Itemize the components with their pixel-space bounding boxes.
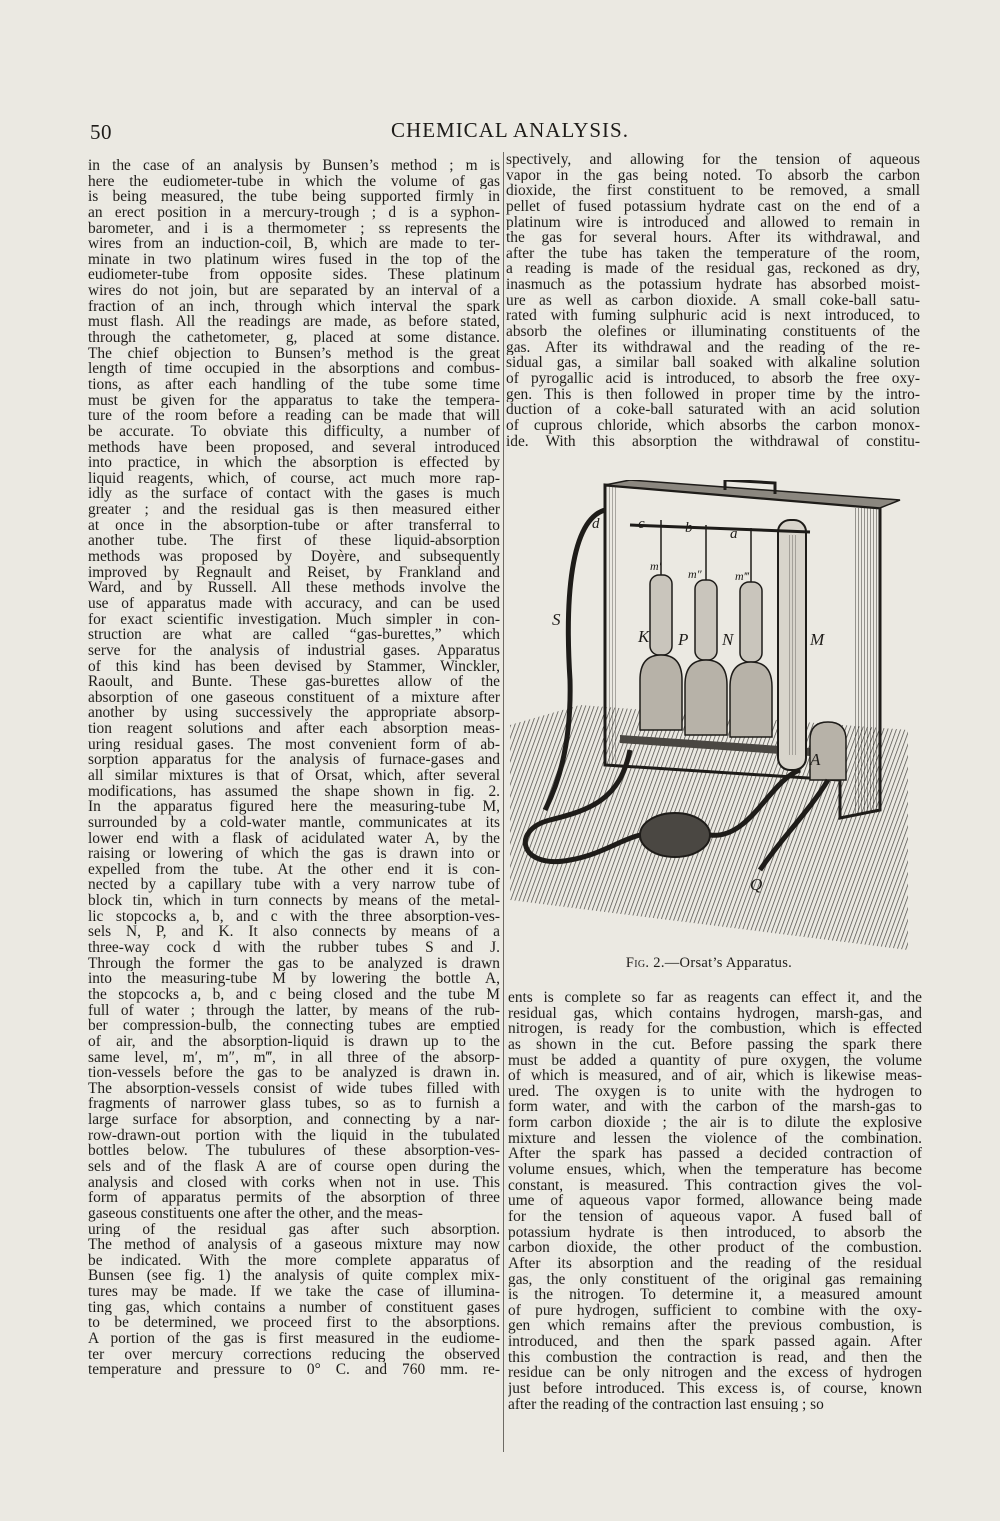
text-line: to be determined, we proceed first to the absorptions. (88, 1315, 500, 1332)
text-line: at once in the absorption-tube or after transferral to (88, 517, 500, 534)
text-line: of pyrogallic acid is introduced, to absorb the free oxy- (506, 370, 920, 387)
text-line: introduced, and then the spark passed again. After (508, 1334, 922, 1350)
text-line: row-drawn-out portion with the liquid in the tubulated (88, 1127, 500, 1144)
figure-label-N: N (722, 630, 734, 649)
figure-caption (510, 955, 908, 972)
text-line: rated with fuming sulphuric acid is next introduced, to (506, 308, 920, 325)
text-line: form of apparatus permits of the absorption of three (88, 1190, 500, 1206)
text-line: of which is measured, and of air, which is likewise meas- (508, 1068, 922, 1084)
text-line: tion-vessels before the gas to be analyzed is drawn in. (88, 1065, 500, 1081)
text-line: form carbon dioxide ; the air is to dilute the explosive (508, 1115, 922, 1131)
text-line: dioxide, the first constituent to be removed, a small (506, 183, 920, 199)
figure-label-K: K (638, 627, 650, 646)
orsat-apparatus-figure (510, 480, 908, 950)
text-line: into practice, in which the absorption is effected by (88, 455, 500, 471)
text-line: methods have been proposed, and several introduced (88, 439, 500, 456)
text-line: here the eudiometer-tube in which the volume of gas (88, 173, 500, 190)
text-line: A portion of the gas is first measured in the eudiome- (88, 1331, 500, 1347)
text-line: pellet of fused potassium hydrate cast on the end of a (506, 198, 920, 215)
text-line: be indicated. With the more complete apparatus of (88, 1252, 500, 1269)
text-line: the stopcocks a, b, and c being closed and the tube M (88, 986, 500, 1003)
text-line: eudiometer-tube from opposite sides. These platinum (88, 267, 500, 284)
text-line: constant, is measured. This contraction gives the vol- (508, 1177, 922, 1194)
orsat-apparatus-illustration (510, 480, 908, 950)
text-line: sidual gas, a similar ball soaked with alkaline solution (506, 355, 920, 371)
text-line: nected by a capillary tube with a very narrow tube of (88, 877, 500, 894)
text-line: into the measuring-tube M by lowering the bottle A, (88, 971, 500, 987)
figure-label-S: S (552, 610, 561, 629)
text-line: spectively, and allowing for the tension of aqueous (506, 152, 920, 168)
text-line: for exact scientific investigation. Much simpler in con- (88, 611, 500, 628)
text-line: greater ; and the residual gas is then measured either (88, 502, 500, 518)
text-line: liquid reagents, which, of course, act much more rap- (88, 470, 500, 487)
text-line: all similar mixtures is that of Orsat, which, after several (88, 767, 500, 784)
text-line: this combustion the contraction is read, and then the (508, 1349, 922, 1366)
figure-label-b: b (685, 520, 693, 536)
text-line: another by using successively the appropriate absorp- (88, 705, 500, 722)
text-line: form water, and with the carbon of the marsh-gas to (508, 1099, 922, 1116)
text-line: sels N, P, and K. It also connects by means of a (88, 924, 500, 941)
text-line: of pure hydrogen, sufficient to combine with the oxy- (508, 1302, 922, 1319)
page-number: 50 (90, 120, 112, 144)
text-line: potassium hydrate is then introduced, to absorb the (508, 1224, 922, 1241)
text-line: tion reagent solutions and after each absorption meas- (88, 721, 500, 737)
text-line: serve for the analysis of industrial gases. Apparatus (88, 642, 500, 659)
figure-label-M: M (810, 630, 825, 649)
text-line: temperature and pressure to 0° C. and 760 mm. re- (88, 1362, 500, 1378)
text-line: three-way cock d with the rubber tubes S and J. (88, 940, 500, 956)
text-line: surrounded by a cold-water mantle, communicates at its (88, 814, 500, 831)
text-line: length of time occupied in the absorptions and combus- (88, 361, 500, 377)
text-line: wires do not join, but are separated by an interval of a (88, 283, 500, 299)
text-line: mixture and lessen the violence of the combination. (508, 1130, 922, 1147)
column-divider (503, 152, 504, 1452)
text-line: absorption of one gaseous constituent of a mixture after (88, 689, 500, 706)
figure-label-m1: m′ (650, 559, 662, 573)
text-line: gas, the only constituent of the original gas remaining (508, 1271, 922, 1288)
text-line: as shown in the cut. Before passing the spark there (508, 1036, 922, 1053)
text-line: expelled from the tube. At the other end it is con- (88, 861, 500, 878)
text-line: Ward, and by Russell. All these methods involve the (88, 580, 500, 596)
text-line: struction are what are called “gas-burettes,” which (88, 627, 500, 643)
figure-label-A: A (810, 750, 821, 769)
text-line: of this kind has been devised by Stammer, Winckler, (88, 658, 500, 675)
text-line: platinum wire is introduced and allowed to remain in (506, 214, 920, 231)
text-line: Bunsen (see fig. 1) the analysis of quite complex mix- (88, 1268, 500, 1285)
text-line: sorption apparatus for the analysis of furnace-gases and (88, 752, 500, 768)
text-line: The chief objection to Bunsen’s method is the great (88, 345, 500, 362)
text-line: raising or lowering of which the gas is drawn into or (88, 846, 500, 862)
text-line: large surface for absorption, and connecting by a nar- (88, 1112, 500, 1128)
text-line: Raoult, and Bunte. These gas-burettes allow of the (88, 674, 500, 690)
text-line: the gas for several hours. After its withdrawal, and (506, 230, 920, 246)
text-line: The absorption-vessels consist of wide tubes filled with (88, 1080, 500, 1097)
text-line: same level, m′, m″, m‴, in all three of the absorp- (88, 1049, 500, 1066)
text-line: minate in two platinum wires fused in the top of the (88, 251, 500, 268)
figure-label-m2: m″ (688, 567, 702, 581)
text-line: residue can be only nitrogen and the excess of hydrogen (508, 1365, 922, 1382)
figure-label-Q: Q (750, 875, 763, 894)
text-line: ents is complete so far as reagents can effect it, and the (508, 990, 922, 1006)
figure-label-P: P (678, 630, 689, 649)
text-line: an erect position in a mercury-trough ; d is a syphon- (88, 204, 500, 221)
text-line: Through the former the gas to be analyzed is drawn (88, 955, 500, 972)
text-line: The method of analysis of a gaseous mixture may now (88, 1237, 500, 1253)
text-line: analysis and closed with corks when not in use. This (88, 1174, 500, 1191)
text-line: gaseous constituents one after the other, and the meas- (88, 1205, 423, 1222)
text-line: gen which remains after the previous combustion, is (508, 1318, 922, 1335)
text-line: of cuprous chloride, which absorbs the carbon monox- (506, 417, 920, 434)
text-line: duction of a coke-ball saturated with an acid solution (506, 402, 920, 418)
text-line: After the spark has passed a decided contraction of (508, 1146, 922, 1163)
figure-caption-text: —Orsat’s Apparatus. (664, 955, 793, 971)
text-line: just before introduced. This excess is, of course, known (508, 1381, 922, 1397)
text-line: after the tube has taken the temperature of the room, (506, 245, 920, 262)
text-line: through the cathetometer, g, placed at some distance. (88, 330, 500, 346)
text-line: barometer, and i is a thermometer ; ss represents the (88, 220, 500, 237)
text-line: wires from an induction-coil, B, which are made to ter- (88, 236, 500, 252)
figure-label-a: a (730, 526, 738, 542)
text-line: is being measured, the tube being supported firmly in (88, 189, 500, 205)
text-line: block tin, which in turn connects by means of the metal- (88, 893, 500, 909)
text-line: nitrogen, is ready for the combustion, which is effected (508, 1021, 922, 1037)
right-column-bottom (508, 990, 922, 1412)
figure-label-d: d (592, 516, 600, 532)
text-line: ting gas, which contains a number of constituent gases (88, 1299, 500, 1316)
text-line: fraction of an inch, through which interval the spark (88, 298, 500, 315)
text-line: must be given for the apparatus to take the tempera- (88, 392, 500, 409)
right-column-top (506, 152, 920, 449)
text-line: inasmuch as the potassium hydrate has absorbed moist- (506, 277, 920, 293)
text-line: for the tension of aqueous vapor. A fused ball of (508, 1208, 922, 1225)
text-line: ber compression-bulb, the connecting tubes are emptied (88, 1018, 500, 1034)
text-line: must flash. All the readings are made, as before stated, (88, 314, 500, 331)
text-line: lower end with a flask of acidulated water A, by the (88, 830, 500, 847)
text-line: use of apparatus made with accuracy, and can be used (88, 595, 500, 612)
text-line: uring residual gases. The most convenient form of ab- (88, 736, 500, 753)
text-line: vapor in the gas being noted. To absorb the carbon (506, 167, 920, 184)
text-line: ume of aqueous vapor formed, allowance being made (508, 1193, 922, 1209)
text-line: bottles below. The tubulures of these absorption-ves- (88, 1143, 500, 1159)
figure-caption-prefix: Fig. 2. (625, 955, 665, 971)
text-line: is the nitrogen. To determine it, a measured amount (508, 1287, 922, 1303)
text-line: residual gas, which contains hydrogen, marsh-gas, and (508, 1005, 922, 1022)
text-line: tures may be made. If we take the case of illumina- (88, 1284, 500, 1300)
text-line: ure as well as carbon dioxide. A small coke-ball satu- (506, 292, 920, 309)
text-line: be accurate. To obviate this difficulty, a number of (88, 423, 500, 440)
text-line: fragments of narrower glass tubes, so as to furnish a (88, 1096, 500, 1113)
text-line: methods was proposed by Doyère, and subsequently (88, 549, 500, 565)
text-line: ture of the room before a reading can be made that will (88, 408, 500, 424)
text-line: in the case of an analysis by Bunsen’s method ; m is (88, 158, 500, 174)
text-line: After its absorption and the reading of the residual (508, 1255, 922, 1272)
figure-label-m3: m‴ (735, 569, 749, 583)
text-line: another tube. The first of these liquid-absorption (88, 533, 500, 550)
running-head: CHEMICAL ANALYSIS. (391, 118, 629, 142)
text-line: full of water ; through the latter, by means of the rub- (88, 1002, 500, 1019)
text-line: idly as the surface of contact with the gases is much (88, 486, 500, 503)
text-line: gen. This is then followed in proper time by the intro- (506, 386, 920, 403)
text-line: carbon dioxide, the other product of the combustion. (508, 1240, 922, 1256)
text-line: gas. After its withdrawal and the reading of the re- (506, 339, 920, 356)
text-line: of air, and the absorption-liquid is drawn up to the (88, 1033, 500, 1050)
text-line: uring of the residual gas after such absorption. (88, 1221, 500, 1238)
text-line: absorb the olefines or illuminating constituents of the (506, 324, 920, 340)
text-line: ured. The oxygen is to unite with the hydrogen to (508, 1083, 922, 1100)
text-line: ter over mercury corrections reducing the observed (88, 1346, 500, 1363)
text-line: In the apparatus figured here the measuring-tube M, (88, 799, 500, 815)
text-line: lic stopcocks a, b, and c with the three absorption-ves- (88, 908, 500, 925)
text-line: sels and of the flask A are of course open during the (88, 1159, 500, 1175)
text-line: ide. With this absorption the withdrawal of constitu- (506, 433, 920, 450)
text-line: must be added a quantity of pure oxygen, the volume (508, 1052, 922, 1069)
text-line: improved by Regnault and Reiset, by Frankland and (88, 564, 500, 581)
text-line: volume ensues, which, when the temperature has become (508, 1162, 922, 1178)
figure-label-c: c (638, 516, 645, 532)
text-line: after the reading of the contraction last ensuing ; so (508, 1396, 824, 1413)
text-line: tions, as after each handling of the tube some time (88, 376, 500, 393)
text-line: a reading is made of the residual gas, reckoned as dry, (506, 261, 920, 278)
text-line: modifications, has assumed the shape shown in fig. 2. (88, 783, 500, 800)
left-column (88, 158, 500, 1378)
